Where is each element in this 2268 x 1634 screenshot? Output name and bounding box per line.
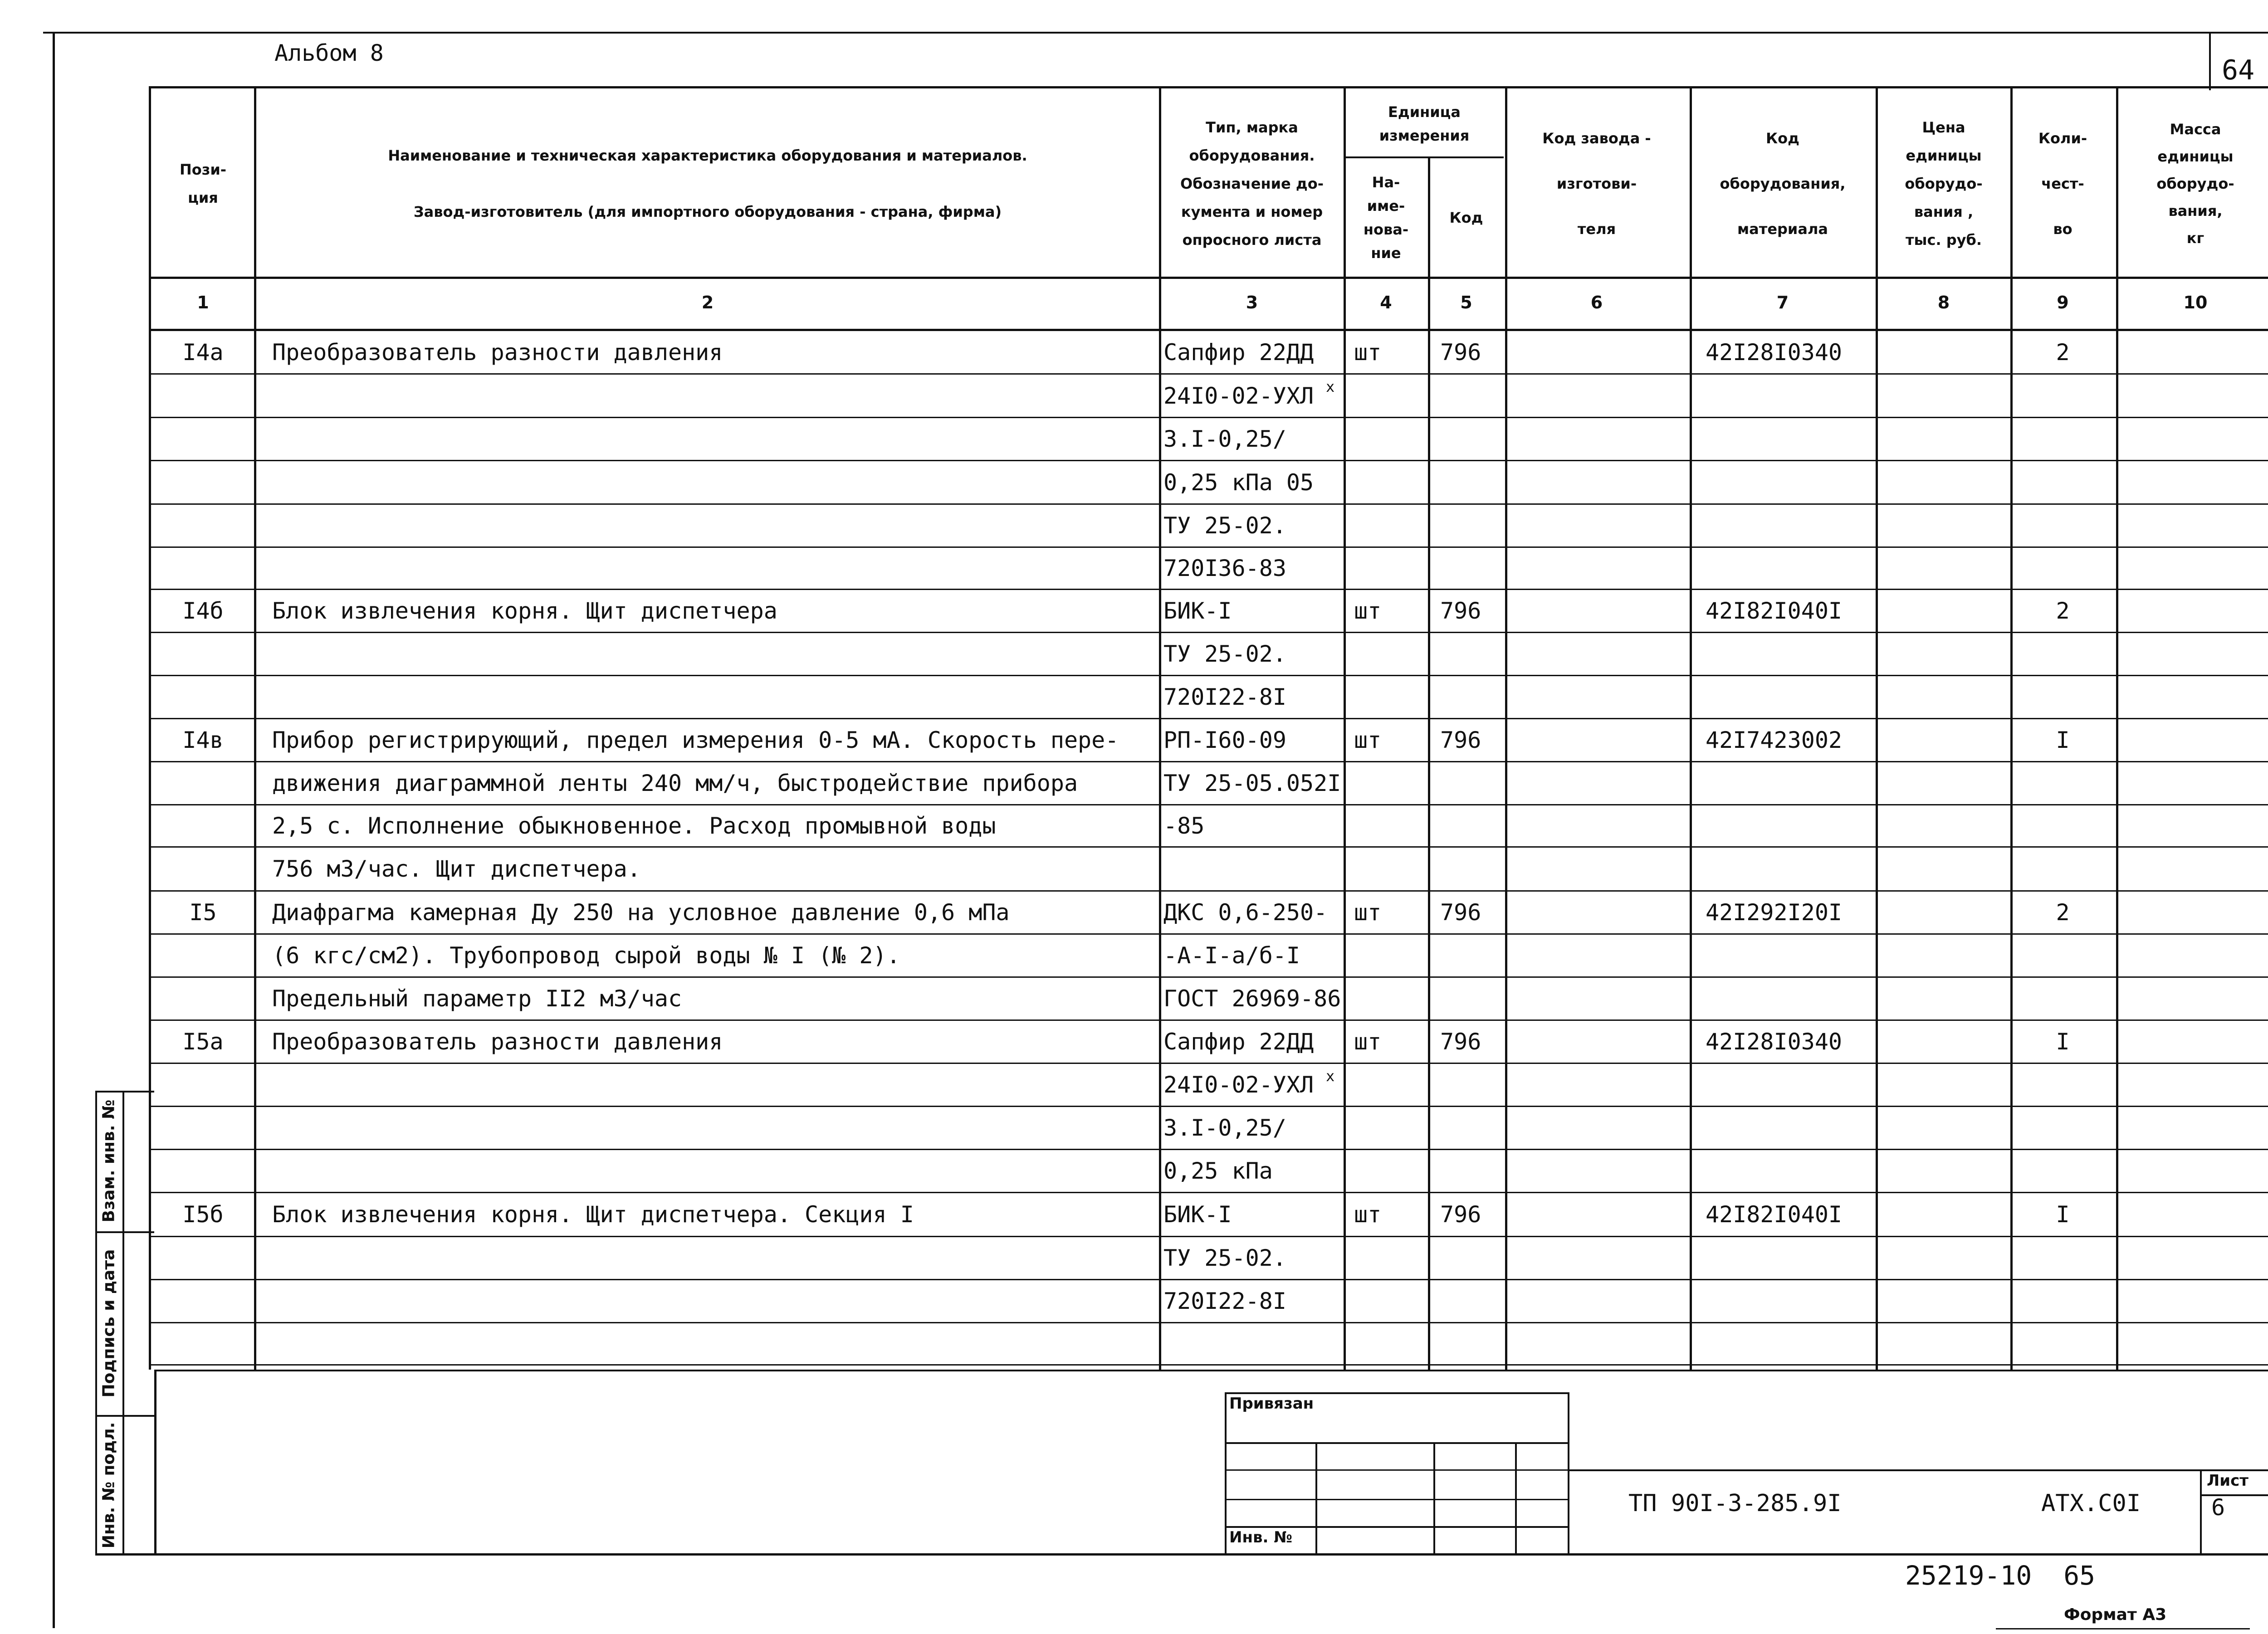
- cell-pos: I4в: [182, 727, 224, 753]
- col-header-unit: Единица измерения: [1379, 103, 1470, 144]
- cell-unit: [1354, 805, 1427, 847]
- cell-qty: I: [2056, 727, 2070, 753]
- column-line: [2010, 86, 2013, 1370]
- superscript-mark: x: [1326, 378, 1335, 395]
- cell-equip: 42I292I20I: [1706, 899, 1843, 926]
- cell-code: [1440, 977, 1504, 1020]
- cell-qty: I: [2056, 1201, 2070, 1228]
- cell-name: [272, 374, 1152, 418]
- superscript-mark: x: [1326, 1068, 1335, 1085]
- cell-code: 796: [1440, 598, 1481, 624]
- cell-code: [1440, 934, 1504, 977]
- cell-equip: [1706, 847, 1873, 891]
- frame-left: [53, 32, 55, 1628]
- cell-type: [1163, 847, 1343, 891]
- sheet-label: Лист: [2207, 1472, 2248, 1490]
- cell-name: Преобразователь разности давления: [272, 339, 723, 366]
- cell-code: [1440, 1280, 1504, 1323]
- col-header-name: Наименование и техническая характеристика оборудования и материалов. Завод-изготовитель (для импортного оборудования - страна, фирма): [388, 147, 1027, 220]
- cell-name: движения диаграммной ленты 240 мм/ч, быстродействие прибора: [272, 770, 1078, 796]
- cell-pos: [152, 977, 254, 1020]
- side-stamp-sep3: [95, 1415, 154, 1417]
- cell-name: Блок извлечения корня. Щит диспетчера: [272, 598, 777, 624]
- cell-type: Сапфир 22ДД: [1163, 339, 1314, 366]
- cell-equip: [1706, 461, 1873, 504]
- cell-code: [1440, 504, 1504, 547]
- column-line: [149, 86, 151, 1370]
- cell-unit: шт: [1354, 598, 1382, 624]
- col-number-8: 8: [1937, 293, 1950, 312]
- col-number-7: 7: [1776, 293, 1789, 312]
- privyazan-h3: [1225, 1499, 1569, 1500]
- cell-type: ТУ 25-05.052I: [1163, 770, 1341, 796]
- col-header-position: Пози- ция: [179, 161, 227, 206]
- cell-qty: [2012, 977, 2114, 1020]
- cell-code: 796: [1440, 899, 1481, 926]
- cell-unit: [1354, 934, 1427, 977]
- cell-code: [1440, 676, 1504, 719]
- col-header-qty: Коли- чест- во: [2038, 130, 2087, 238]
- col-number-5: 5: [1460, 293, 1472, 312]
- cell-type: 0,25 кПа: [1163, 1158, 1273, 1184]
- cell-unit: шт: [1354, 339, 1382, 366]
- privyazan-v3: [1515, 1442, 1517, 1556]
- cell-name: [272, 418, 1152, 461]
- cell-type: ГОСТ 26969-86: [1163, 985, 1341, 1012]
- cell-code: [1440, 461, 1504, 504]
- cell-type: 3.I-0,25/: [1163, 1115, 1286, 1141]
- cell-qty: [2012, 934, 2114, 977]
- cell-code: 796: [1440, 1029, 1481, 1055]
- cell-pos: [152, 504, 254, 547]
- cell-type: 720I36-83: [1163, 555, 1286, 581]
- frame-bottom: [95, 1553, 2268, 1556]
- cell-pos: [152, 418, 254, 461]
- side-stamp-mid: [122, 1091, 124, 1556]
- cell-equip: [1706, 547, 1873, 590]
- cell-unit: [1354, 633, 1427, 676]
- cell-unit: шт: [1354, 1029, 1382, 1055]
- cell-code: [1440, 547, 1504, 590]
- cell-qty: [2012, 633, 2114, 676]
- side-stamp-sign-date: Подпись и дата: [99, 1249, 118, 1398]
- cell-type: 720I22-8I: [1163, 684, 1286, 710]
- side-stamp-sep2: [95, 1231, 154, 1233]
- privyazan-v1: [1315, 1442, 1317, 1556]
- cell-qty: [2012, 1280, 2114, 1323]
- cell-name: Блок извлечения корня. Щит диспетчера. Секция I: [272, 1201, 914, 1228]
- column-line: [2116, 86, 2118, 1370]
- cell-equip: [1706, 374, 1873, 418]
- cell-name: [272, 1323, 1152, 1365]
- header-top-line: [149, 86, 2268, 88]
- cell-pos: I5: [189, 899, 217, 926]
- cell-qty: [2012, 1323, 2114, 1365]
- cell-pos: [152, 547, 254, 590]
- cell-name: [272, 461, 1152, 504]
- cell-equip: [1706, 1063, 1873, 1107]
- cell-type: 24I0-02-УХЛ x: [1163, 1068, 1335, 1098]
- cell-qty: [2012, 547, 2114, 590]
- cell-type: Сапфир 22ДД: [1163, 1029, 1314, 1055]
- format-label: Формат А3: [2064, 1605, 2167, 1624]
- cell-pos: [152, 1150, 254, 1193]
- cell-unit: шт: [1354, 727, 1382, 753]
- cell-qty: [2012, 1150, 2114, 1193]
- cell-pos: [152, 1107, 254, 1150]
- privyazan-label: Привязан: [1229, 1395, 1314, 1413]
- cell-equip: [1706, 504, 1873, 547]
- col-number-2: 2: [701, 293, 714, 312]
- cell-name: [272, 1237, 1152, 1280]
- col-number-10: 10: [2183, 293, 2208, 312]
- privyazan-v2: [1433, 1442, 1435, 1556]
- format-underline: [1996, 1628, 2250, 1629]
- cell-type: -А-I-а/б-I: [1163, 942, 1300, 969]
- cell-type: ТУ 25-02.: [1163, 1245, 1286, 1271]
- cell-type: 3.I-0,25/: [1163, 426, 1286, 452]
- col-number-1: 1: [197, 293, 209, 312]
- cell-unit: [1354, 504, 1427, 547]
- cell-unit: [1354, 418, 1427, 461]
- cell-type: 24I0-02-УХЛ x: [1163, 378, 1335, 409]
- cell-type: 0,25 кПа 05: [1163, 469, 1314, 496]
- stamp-left-v: [154, 1370, 156, 1556]
- cell-pos: [152, 676, 254, 719]
- cell-name: Предельный параметр II2 м3/час: [272, 985, 682, 1012]
- cell-unit: шт: [1354, 1201, 1382, 1228]
- cell-unit: [1354, 676, 1427, 719]
- cell-equip: [1706, 418, 1873, 461]
- cell-type: ТУ 25-02.: [1163, 641, 1286, 667]
- cell-type: ДКС 0,6-250-: [1163, 899, 1328, 926]
- cell-name: 756 м3/час. Щит диспетчера.: [272, 856, 641, 882]
- sheet-box-left: [2200, 1469, 2202, 1556]
- col-header-equip-code: Код оборудования, материала: [1720, 130, 1846, 238]
- cell-qty: [2012, 762, 2114, 805]
- cell-equip: [1706, 977, 1873, 1020]
- cell-name: Диафрагма камерная Ду 250 на условное давление 0,6 мПа: [272, 899, 1010, 926]
- cell-code: [1440, 418, 1504, 461]
- cell-code: [1440, 762, 1504, 805]
- side-stamp-sep1: [95, 1091, 154, 1093]
- cell-equip: [1706, 676, 1873, 719]
- cell-qty: 2: [2056, 899, 2070, 926]
- cell-pos: [152, 847, 254, 891]
- side-stamp-inv-podl: Инв. № подл.: [99, 1422, 118, 1549]
- cell-pos: [152, 1063, 254, 1107]
- cell-qty: [2012, 504, 2114, 547]
- cell-type: РП-I60-09: [1163, 727, 1286, 753]
- cell-qty: [2012, 1237, 2114, 1280]
- cell-qty: [2012, 1063, 2114, 1107]
- unit-sub-line: [1345, 156, 1504, 158]
- column-line: [1876, 86, 1878, 1370]
- cell-pos: I4б: [182, 598, 224, 624]
- cell-unit: [1354, 461, 1427, 504]
- column-line: [1344, 86, 1346, 1370]
- cell-qty: [2012, 676, 2114, 719]
- cell-pos: [152, 934, 254, 977]
- cell-code: 796: [1440, 1201, 1481, 1228]
- cell-unit: [1354, 847, 1427, 891]
- cell-code: [1440, 633, 1504, 676]
- column-line: [1505, 86, 1507, 1370]
- cell-code: [1440, 1063, 1504, 1107]
- cell-unit: [1354, 374, 1427, 418]
- cell-name: (6 кгс/см2). Трубопровод сырой воды № I (№ 2).: [272, 942, 900, 969]
- col-header-unit-code: Код: [1449, 209, 1483, 226]
- cell-pos: [152, 1237, 254, 1280]
- cell-name: [272, 504, 1152, 547]
- cell-unit: [1354, 1237, 1427, 1280]
- cell-type: 720I22-8I: [1163, 1288, 1286, 1314]
- corner-box-line: [2209, 34, 2211, 90]
- cell-code: [1440, 1150, 1504, 1193]
- cell-equip: [1706, 1237, 1873, 1280]
- cell-unit: [1354, 1323, 1427, 1365]
- col-header-mass: Масса единицы оборудо- вания, кг: [2156, 121, 2234, 247]
- cell-unit: [1354, 1280, 1427, 1323]
- cell-type: БИК-I: [1163, 598, 1232, 624]
- cell-qty: I: [2056, 1029, 2070, 1055]
- side-stamp-inv-zam: Взам. инв. №: [99, 1099, 118, 1223]
- cell-equip: [1706, 1150, 1873, 1193]
- cell-unit: [1354, 1063, 1427, 1107]
- col-header-type: Тип, марка оборудования. Обозначение до- кумента и номер опросного листа: [1180, 119, 1324, 249]
- handwritten-number: 25219-10 65: [1905, 1560, 2096, 1591]
- column-line: [1690, 86, 1692, 1370]
- sheet-corner-number: 64: [2222, 54, 2255, 86]
- cell-code: [1440, 847, 1504, 891]
- cell-code: [1440, 1237, 1504, 1280]
- cell-qty: 2: [2056, 598, 2070, 624]
- cell-pos: I5а: [182, 1029, 224, 1055]
- doc-number: ТП 90I-3-285.9I: [1628, 1490, 1842, 1517]
- cell-pos: [152, 1323, 254, 1365]
- cell-qty: [2012, 461, 2114, 504]
- cell-name: [272, 1063, 1152, 1107]
- cell-unit: [1354, 1107, 1427, 1150]
- cell-pos: I5б: [182, 1201, 224, 1228]
- cell-qty: [2012, 805, 2114, 847]
- cell-unit: [1354, 977, 1427, 1020]
- side-stamp-left: [95, 1091, 97, 1556]
- cell-pos: [152, 633, 254, 676]
- cell-pos: [152, 762, 254, 805]
- cell-name: [272, 547, 1152, 590]
- col-header-plant-code: Код завода - изготови- теля: [1542, 130, 1651, 238]
- cell-unit: шт: [1354, 899, 1382, 926]
- cell-equip: [1706, 1323, 1873, 1365]
- sheet-number: 6: [2211, 1494, 2225, 1521]
- doc-code: АТХ.С0I: [2041, 1490, 2141, 1517]
- cell-qty: [2012, 418, 2114, 461]
- cell-type: ТУ 25-02.: [1163, 512, 1286, 539]
- cell-equip: 42I82I040I: [1706, 1201, 1843, 1228]
- cell-pos: [152, 805, 254, 847]
- body-bottom-line: [154, 1370, 2268, 1371]
- cell-qty: [2012, 847, 2114, 891]
- cell-name: [272, 633, 1152, 676]
- col-header-price: Цена единицы оборудо- вания , тыс. руб.: [1905, 119, 1983, 249]
- cell-qty: 2: [2056, 339, 2070, 366]
- cell-pos: [152, 1280, 254, 1323]
- cell-qty: [2012, 374, 2114, 418]
- col-number-9: 9: [2057, 293, 2069, 312]
- cell-equip: 42I28I0340: [1706, 1029, 1843, 1055]
- cell-code: [1440, 1323, 1504, 1365]
- album-label: Альбом 8: [274, 40, 384, 66]
- cell-name: [272, 676, 1152, 719]
- privyazan-h1: [1225, 1442, 1569, 1444]
- cell-equip: [1706, 1280, 1873, 1323]
- cell-code: 796: [1440, 727, 1481, 753]
- col-header-unit-name: На- име- нова- ние: [1363, 174, 1409, 262]
- cell-equip: [1706, 762, 1873, 805]
- cell-equip: [1706, 934, 1873, 977]
- cell-type: [1163, 1323, 1343, 1365]
- cell-equip: [1706, 805, 1873, 847]
- col-number-6: 6: [1590, 293, 1603, 312]
- cell-type: БИК-I: [1163, 1201, 1232, 1228]
- sheet-box-mid: [2200, 1494, 2268, 1496]
- cell-name: Прибор регистрирующий, предел измерения 0-5 мА. Скорость пере-: [272, 727, 1119, 753]
- cell-pos: [152, 461, 254, 504]
- cell-unit: [1354, 762, 1427, 805]
- cell-code: [1440, 805, 1504, 847]
- cell-name: [272, 1150, 1152, 1193]
- cell-type: -85: [1163, 813, 1205, 839]
- cell-equip: 42I82I040I: [1706, 598, 1843, 624]
- cell-name: Преобразователь разности давления: [272, 1029, 723, 1055]
- cell-equip: 42I28I0340: [1706, 339, 1843, 366]
- cell-pos: [152, 374, 254, 418]
- frame-top: [43, 32, 2268, 34]
- cell-unit: [1354, 1150, 1427, 1193]
- cell-name: [272, 1280, 1152, 1323]
- cell-code: [1440, 374, 1504, 418]
- cell-name: [272, 1107, 1152, 1150]
- cell-name: 2,5 с. Исполнение обыкновенное. Расход промывной воды: [272, 813, 996, 839]
- cell-unit: [1354, 547, 1427, 590]
- cell-equip: [1706, 1107, 1873, 1150]
- col-number-4: 4: [1380, 293, 1392, 312]
- column-line: [1428, 156, 1430, 1370]
- header-mid-line: [149, 277, 2268, 279]
- privyazan-h4: [1225, 1526, 1569, 1528]
- column-line: [1159, 86, 1161, 1370]
- cell-code: [1440, 1107, 1504, 1150]
- cell-qty: [2012, 1107, 2114, 1150]
- inv-no-label: Инв. №: [1229, 1528, 1293, 1546]
- cell-equip: 42I7423002: [1706, 727, 1843, 753]
- cell-pos: I4a: [182, 339, 224, 366]
- cell-code: 796: [1440, 339, 1481, 366]
- title-top-line: [1569, 1469, 2268, 1471]
- privyazan-h2: [1225, 1469, 1569, 1471]
- cell-equip: [1706, 633, 1873, 676]
- col-number-3: 3: [1246, 293, 1258, 312]
- column-line: [254, 86, 256, 1370]
